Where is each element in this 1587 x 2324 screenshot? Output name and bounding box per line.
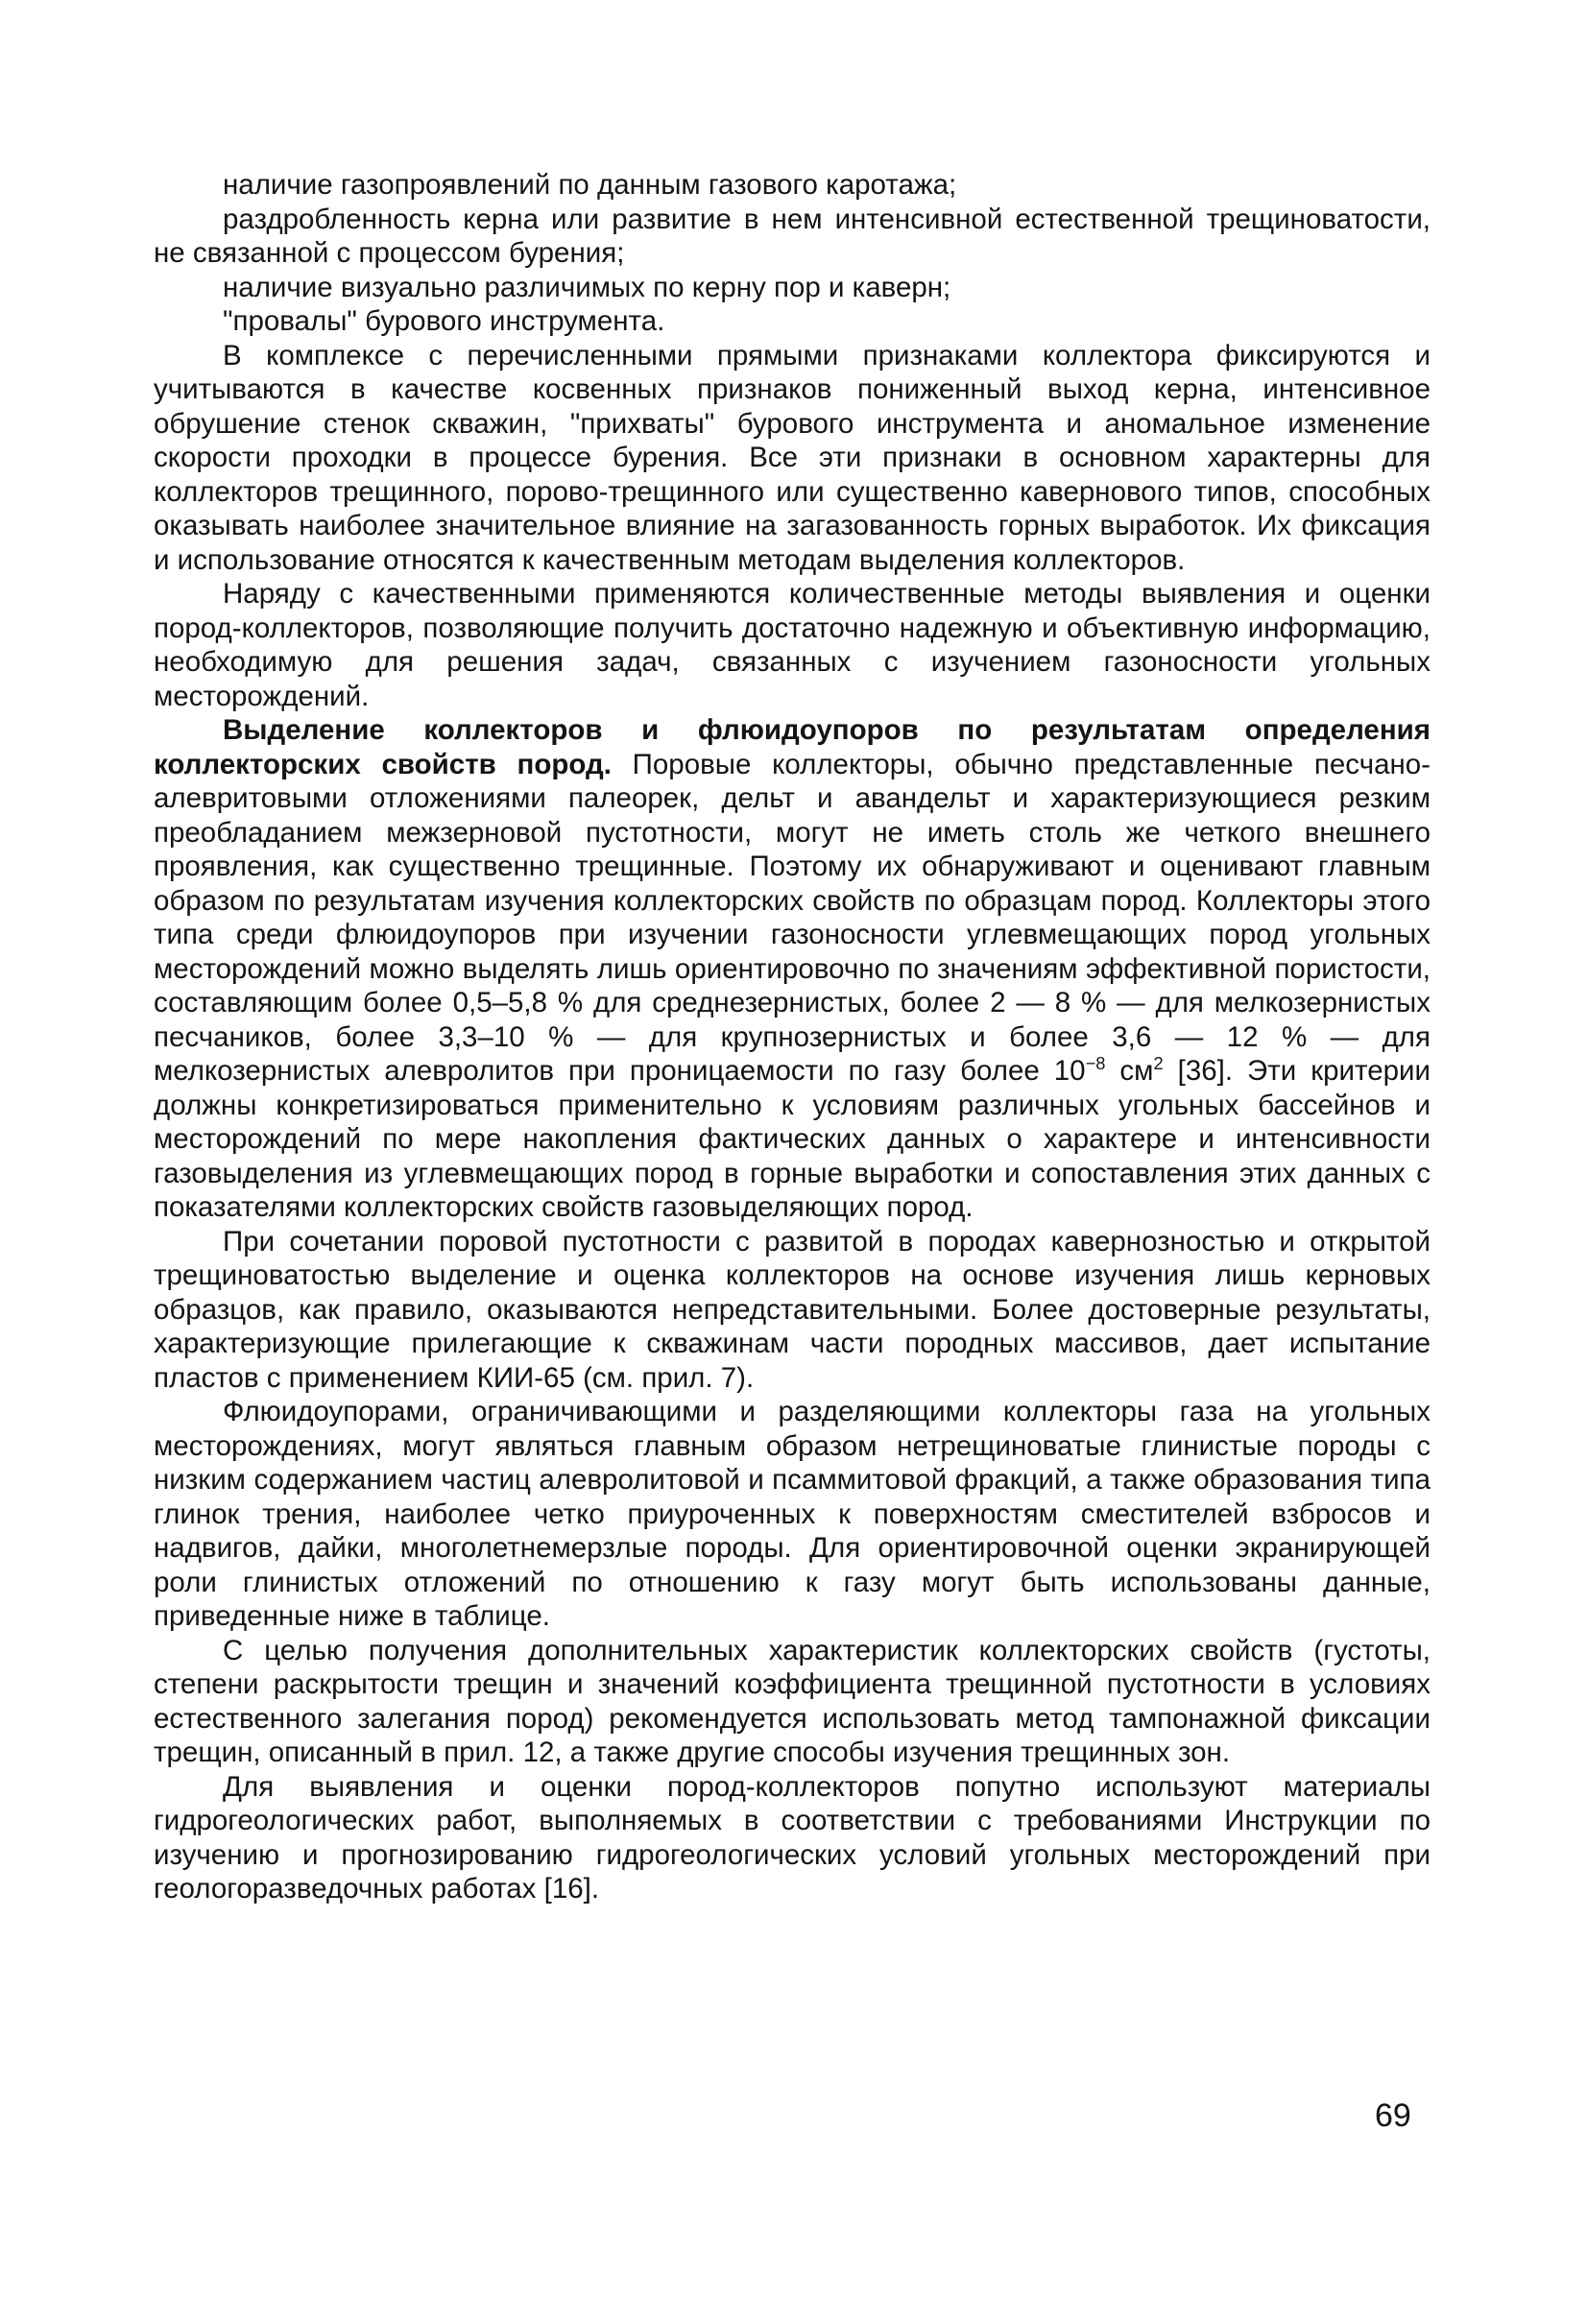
section-text-continued: [36]. Эти критерии должны конкретизироваться применительно к условиям различных угольных бассейнов и месторождений по мере накопления фактических данных о характере и интенсивности газовыделения из углевмещающих пород в горные выработки и сопоставления этих данных с показателями коллекторских свойств газовыделяющих пород.: [154, 1055, 1431, 1223]
section-text: Поровые коллекторы, обычно представленные песчано-алевритовыми отложениями палеорек, дельт и авандельт и характеризующиеся резким преобладанием межзерновой пустотности, могут не иметь столь же четкого внешнего проявления, как существенно трещинные. Поэтому их обнаруживают и оценивают главным образом по результатам изучения коллекторских свойств по образцам пород. Коллекторы этого типа среди флюидоупоров при изучении газоносности углевмещающих пород угольных месторождений можно выделять лишь ориентировочно по значениям эффективной пористости, составляющим более 0,5–5,8 % для среднезернистых, более 2 — 8 % — для мелкозернистых песчаников, более 3,3–10 % — для крупнозернистых и более 3,6 — 12 % — для мелкозернистых алевролитов при проницаемости по газу более 10: [154, 748, 1431, 1087]
paragraph: наличие газопроявлений по данным газового каротажа;: [223, 169, 957, 201]
paragraph: наличие визуально различимых по керну пор и каверн;: [223, 271, 951, 303]
section-heading: Выделение коллекторов и флюидоупоров по результатам определения коллекторских свойств пород.: [154, 714, 1431, 780]
paragraph: Для выявления и оценки пород-коллекторов попутно используют материалы гидрогеологических работ, выполняемых в соответствии с требованиями Инструкции по изучению и прогнозированию гидрогеологических условий угольных месторождений при геологоразведочных работах [16].: [154, 1770, 1431, 1905]
exponent: 2: [1153, 1053, 1164, 1074]
paragraph: раздробленность керна или развитие в нем интенсивной естественной трещиноватости, не связанной с процессом бурения;: [154, 203, 1431, 269]
page-body: [154, 168, 1431, 1906]
paragraph: "провалы" бурового инструмента.: [223, 305, 665, 337]
exponent: −8: [1085, 1053, 1106, 1074]
paragraph: Наряду с качественными применяются количественные методы выявления и оценки пород-коллекторов, позволяющие получить достаточно надежную и объективную информацию, необходимую для решения задач, связанных с изучением газоносности угольных месторождений.: [154, 578, 1431, 712]
paragraph: В комплексе с перечисленными прямыми признаками коллектора фиксируются и учитываются в качестве косвенных признаков пониженный выход керна, интенсивное обрушение стенок скважин, "прихваты" бурового инструмента и аномальное изменение скорости проходки в процессе бурения. Все эти признаки в основном характерны для коллекторов трещинного, порово-трещинного или существенно кавернового типов, способных оказывать наиболее значительное влияние на загазованность горных выработок. Их фиксация и использование относятся к качественным методам выделения коллекторов.: [154, 339, 1431, 576]
paragraph: При сочетании поровой пустотности с развитой в породах кавернозностью и открытой трещиноватостью выделение и оценка коллекторов на основе изучения лишь керновых образцов, как правило, оказываются непредставительными. Более достоверные результаты, характеризующие прилегающие к скважинам части породных массивов, дает испытание пластов с применением КИИ-65 (см. прил. 7).: [154, 1225, 1431, 1394]
paragraph: Флюидоупорами, ограничивающими и разделяющими коллекторы газа на угольных месторождениях, могут являться главным образом нетрещиноватые глинистые породы с низким содержанием частиц алевролитовой и псаммитовой фракций, а также образования типа глинок трения, наиболее четко приуроченных к поверхностям сместителей взбросов и надвигов, дайки, многолетнемерзлые породы. Для ориентировочной оценки экранирующей роли глинистых отложений по отношению к газу могут быть использованы данные, приведенные ниже в таблице.: [154, 1396, 1431, 1632]
paragraph: С целью получения дополнительных характеристик коллекторских свойств (густоты, степени раскрытости трещин и значений коэффициента трещинной пустотности в условиях естественного залегания пород) рекомендуется использовать метод тампонажной фиксации трещин, описанный в прил. 12, а также другие способы изучения трещинных зон.: [154, 1634, 1431, 1768]
unit: см: [1105, 1055, 1154, 1087]
page-number: 69: [1375, 2097, 1411, 2134]
section-paragraph: [154, 713, 1431, 1225]
